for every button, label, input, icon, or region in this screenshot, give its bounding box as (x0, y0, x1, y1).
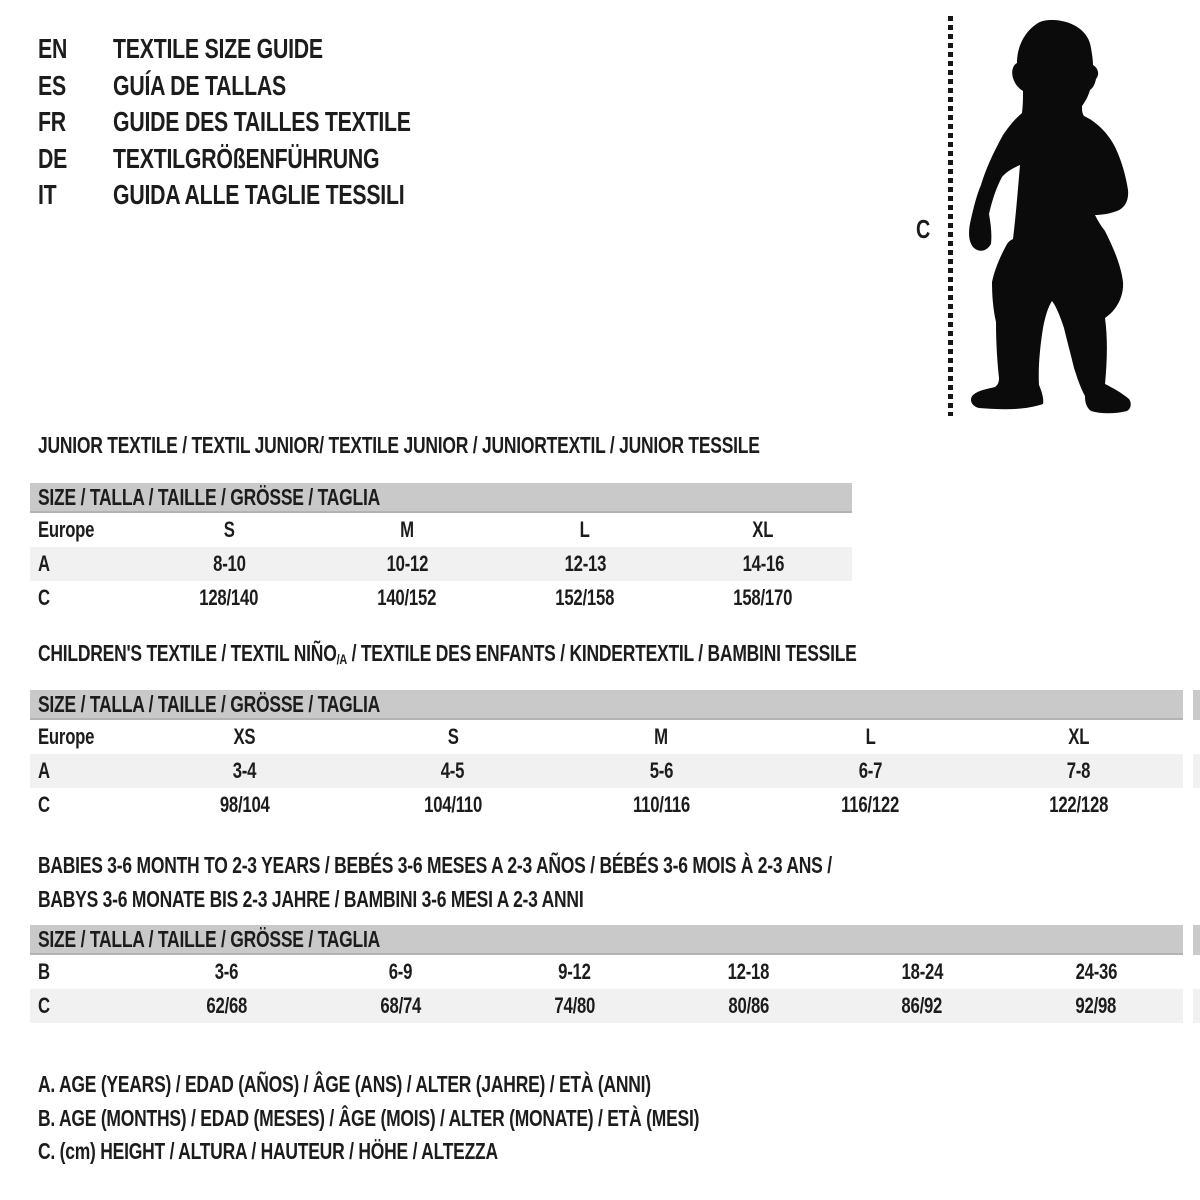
children-size-table (30, 690, 1183, 822)
row-label: A (38, 758, 50, 783)
lang-row-de (38, 141, 505, 178)
height-cell: 152/158 (555, 585, 615, 610)
row-label: C (38, 792, 50, 817)
table-row-height (30, 581, 852, 615)
age-cell: 10-12 (386, 551, 428, 576)
age-cell: 12-13 (564, 551, 606, 576)
lang-code: DE (38, 142, 68, 174)
height-cell: 122/128 (1049, 792, 1109, 817)
scan-edge-sliver (1193, 690, 1200, 720)
age-cell: 5-6 (649, 758, 674, 783)
legend-line-c: C. (cm) HEIGHT / ALTURA / HAUTEUR / HÖHE / ALTEZZA (38, 1138, 498, 1164)
junior-size-table (30, 483, 852, 615)
size-cell: XS (233, 724, 256, 749)
height-cell: 128/140 (199, 585, 259, 610)
babies-size-table (30, 925, 1183, 1023)
guide-title: GUIDA ALLE TAGLIE TESSILI (113, 179, 405, 210)
height-cell: 86/92 (901, 993, 943, 1018)
scan-edge-sliver (1193, 754, 1200, 788)
size-header-bar: SIZE / TALLA / TAILLE / GRÖSSE / TAGLIA (30, 483, 852, 513)
legend-line-b: B. AGE (MONTHS) / EDAD (MESES) / ÂGE (MOIS) / ALTER (MONATE) / ETÀ (MESI) (38, 1104, 700, 1131)
scan-edge-sliver (1193, 989, 1200, 1023)
nino-a-subscript: /A (336, 652, 347, 669)
junior-section-title: JUNIOR TEXTILE / TEXTIL JUNIOR/ TEXTILE JUNIOR / JUNIORTEXTIL / JUNIOR TESSILE (38, 432, 760, 458)
size-cell: M (400, 517, 414, 542)
size-cell: S (447, 724, 459, 749)
lang-code: IT (38, 179, 57, 210)
age-cell: 4-5 (441, 758, 465, 783)
height-cell: 74/80 (554, 993, 595, 1018)
size-cell: XL (1068, 724, 1090, 749)
scan-edge-sliver (1193, 925, 1200, 955)
row-label: C (38, 585, 50, 610)
months-cell: 6-9 (388, 959, 413, 984)
table-row-europe (30, 513, 852, 547)
height-cell: 80/86 (728, 993, 769, 1018)
row-label: A (38, 551, 50, 576)
height-cell: 116/122 (841, 792, 900, 817)
table-row-europe (30, 720, 1183, 754)
row-label: C (38, 993, 50, 1018)
height-cell: 98/104 (219, 792, 270, 817)
measure-legend (38, 1068, 908, 1169)
months-cell: 12-18 (727, 959, 770, 984)
language-title-list (38, 31, 505, 214)
row-label: Europe (38, 517, 95, 542)
babies-section-title: BABIES 3-6 MONTH TO 2-3 YEARS / BEBÉS 3-6 MESES A 2-3 AÑOS / BÉBÉS 3-6 MOIS À 2-3 ANS / BABYS 3-6 MONATE BIS 2-3 JAHRE / BAMBINI 3-6 MESI A 2-3 ANNI (38, 852, 832, 912)
children-section-title: CHILDREN'S TEXTILE / TEXTIL NIÑO/A / TEXTILE DES ENFANTS / KINDERTEXTIL / BAMBINI TESSILE (38, 640, 857, 669)
row-label: Europe (38, 724, 95, 749)
months-cell: 24-36 (1075, 959, 1117, 984)
guide-title: GUIDE DES TAILLES TEXTILE (113, 106, 411, 137)
legend-line-a: A. AGE (YEARS) / EDAD (AÑOS) / ÂGE (ANS) / ALTER (JAHRE) / ETÀ (ANNI) (38, 1071, 651, 1097)
table-row-age (30, 754, 1183, 788)
height-cell: 92/98 (1075, 993, 1117, 1018)
size-cell: M (654, 724, 669, 749)
size-cell: XL (752, 517, 774, 542)
row-label: B (38, 959, 50, 984)
age-cell: 7-8 (1066, 758, 1091, 783)
height-cell: 110/116 (632, 792, 690, 817)
months-cell: 18-24 (901, 959, 944, 984)
height-cell: 68/74 (380, 993, 422, 1018)
table-row-months (30, 955, 1183, 989)
size-cell: S (223, 517, 235, 542)
lang-code: ES (38, 69, 66, 101)
lang-row-es (38, 68, 505, 105)
age-cell: 14-16 (742, 551, 784, 576)
months-cell: 9-12 (558, 959, 591, 984)
lang-code: EN (38, 33, 68, 64)
height-cell: 104/110 (423, 792, 482, 817)
lang-row-fr (38, 104, 505, 141)
lang-code: FR (38, 106, 66, 137)
size-cell: L (865, 724, 876, 749)
lang-row-en (38, 31, 505, 68)
height-measure-dashed-line (948, 16, 953, 416)
height-cell: 140/152 (377, 585, 437, 610)
guide-title: GUÍA DE TALLAS (113, 69, 286, 101)
size-header-bar: SIZE / TALLA / TAILLE / GRÖSSE / TAGLIA (30, 925, 1183, 955)
size-cell: L (579, 517, 590, 542)
age-cell: 6-7 (858, 758, 882, 783)
age-cell: 8-10 (212, 551, 246, 576)
guide-title: TEXTILE SIZE GUIDE (113, 33, 323, 64)
height-cell: 62/68 (206, 993, 248, 1018)
size-header-bar: SIZE / TALLA / TAILLE / GRÖSSE / TAGLIA (30, 690, 1183, 720)
table-row-height (30, 788, 1183, 822)
height-measure-label: C (916, 214, 931, 244)
age-cell: 3-4 (232, 758, 257, 783)
months-cell: 3-6 (215, 959, 239, 984)
guide-title: TEXTILGRÖßENFÜHRUNG (113, 142, 380, 174)
lang-row-it (38, 177, 505, 214)
table-row-height (30, 989, 1183, 1023)
table-row-age (30, 547, 852, 581)
height-cell: 158/170 (733, 585, 793, 610)
toddler-silhouette-icon (965, 18, 1140, 418)
